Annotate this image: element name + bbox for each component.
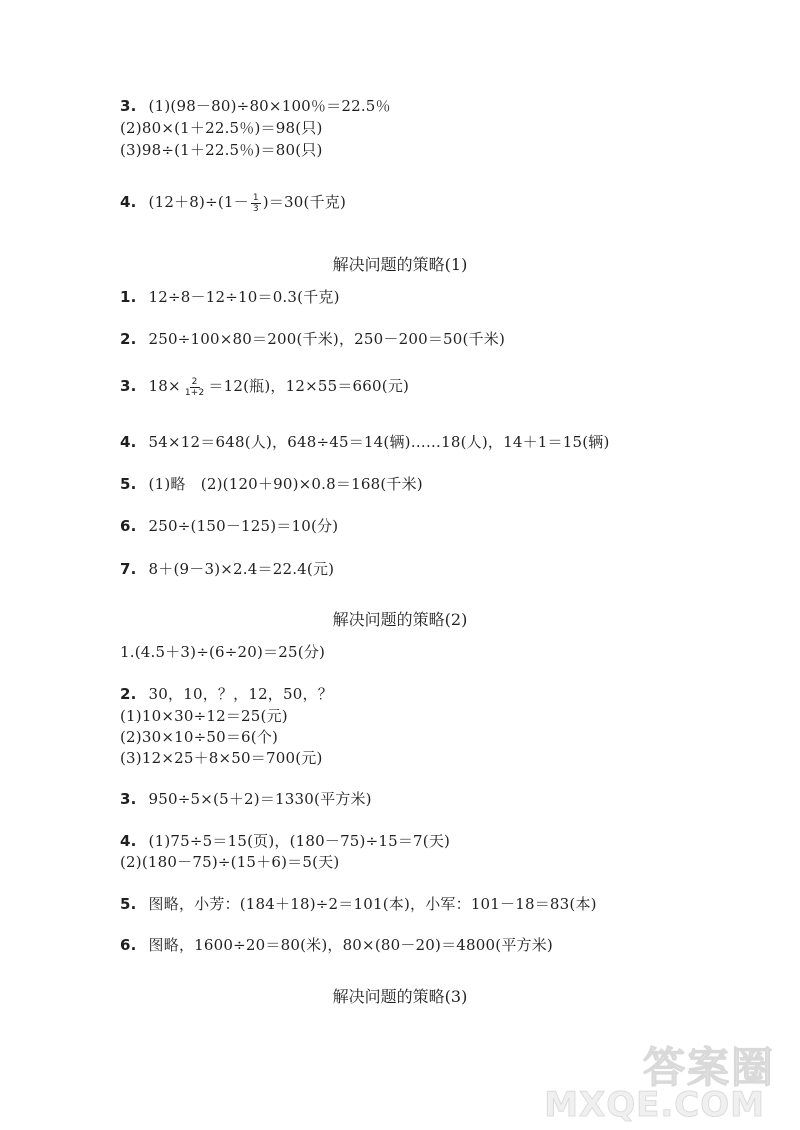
answer-text: 图略，1600÷20＝80(米)，80×(80－20)＝4800(平方米) <box>148 936 553 954</box>
s2-answer-1 <box>120 642 325 662</box>
answer-text: 250÷(150－125)＝10(分) <box>148 517 339 535</box>
answer-text: (3)98÷(1＋22.5％)＝80(只) <box>120 141 323 159</box>
answer-3-part1 <box>120 96 391 116</box>
answer-4 <box>120 192 346 214</box>
answer-text: 8＋(9－3)×2.4＝22.4(元) <box>148 560 335 578</box>
answer-text: (2)30×10÷50＝6(个) <box>120 728 279 746</box>
answer-text: (1)10×30÷12＝25(元) <box>120 707 288 725</box>
item-number: 2. <box>120 330 137 348</box>
item-number: 3. <box>120 97 137 115</box>
section-title-strategy-2: 解决问题的策略(2) <box>332 610 468 629</box>
item-number: 4. <box>120 832 137 850</box>
answer-text-after: )＝30(千克) <box>262 193 347 211</box>
fraction <box>251 193 261 214</box>
item-number: 6. <box>120 936 137 954</box>
item-number: 7. <box>120 560 137 578</box>
answer-text: 54×12＝648(人)，648÷45＝14(辆)……18(人)，14＋1＝15(辆) <box>148 433 610 451</box>
s2-answer-4-part2 <box>120 852 339 872</box>
item-number: 1. <box>120 643 135 661</box>
s2-answer-2-part2 <box>120 727 278 747</box>
answer-text: (2)(180－75)÷(15＋6)＝5(天) <box>120 853 340 871</box>
answer-text-before: (12＋8)÷(1－ <box>148 193 249 211</box>
section-title-strategy-3: 解决问题的策略(3) <box>332 987 468 1006</box>
answer-text: (2)80×(1＋22.5％)＝98(只) <box>120 119 323 137</box>
answer-text: 图略，小芳：(184＋18)÷2＝101(本)，小军：101－18＝83(本) <box>148 895 597 913</box>
answer-text-before: 18× <box>148 377 181 395</box>
watermark-logo-text: 答案圈 <box>642 1043 775 1092</box>
answer-text: 30，10，？，12，50，？ <box>148 685 333 703</box>
section-title-strategy-1: 解决问题的策略(1) <box>332 255 468 274</box>
fraction-denominator: 1+2 <box>184 387 205 398</box>
item-number: 4. <box>120 193 137 211</box>
answer-text: (4.5＋3)÷(6÷20)＝25(分) <box>134 643 326 661</box>
s2-answer-6 <box>120 935 553 955</box>
s1-answer-1 <box>120 287 340 307</box>
item-number: 6. <box>120 517 137 535</box>
item-number: 1. <box>120 288 137 306</box>
s2-answer-2 <box>120 684 333 704</box>
fraction <box>183 377 207 398</box>
answer-3-part3 <box>120 140 323 160</box>
s2-answer-2-part1 <box>120 706 288 726</box>
s1-answer-2 <box>120 329 505 349</box>
item-number: 3. <box>120 377 137 395</box>
item-number: 5. <box>120 895 137 913</box>
s1-answer-7 <box>120 559 334 579</box>
item-number: 3. <box>120 790 137 808</box>
item-number: 2. <box>120 685 137 703</box>
s1-answer-5 <box>120 474 423 494</box>
watermark-url-text: MXQE.COM <box>544 1085 765 1125</box>
answer-text-after: ＝12(瓶)，12×55＝660(元) <box>208 377 410 395</box>
item-number: 4. <box>120 433 137 451</box>
item-number: 5. <box>120 475 137 493</box>
answer-text: (3)12×25＋8×50＝700(元) <box>120 749 323 767</box>
s2-answer-3 <box>120 789 372 809</box>
answer-text: 950÷5×(5＋2)＝1330(平方米) <box>148 790 372 808</box>
s1-answer-6 <box>120 516 338 536</box>
s1-answer-4 <box>120 432 610 452</box>
s2-answer-2-part3 <box>120 748 323 768</box>
answer-text: 12÷8－12÷10＝0.3(千克) <box>148 288 340 306</box>
s1-answer-3 <box>120 376 409 398</box>
answer-text: (1)(98－80)÷80×100％＝22.5％ <box>148 97 391 115</box>
fraction-numerator: 1 <box>252 192 259 203</box>
s2-answer-4 <box>120 831 450 851</box>
s2-answer-5 <box>120 894 597 914</box>
answer-text: (1)75÷5＝15(页)，(180－75)÷15＝7(天) <box>148 832 451 850</box>
fraction-numerator: 2 <box>191 376 198 387</box>
watermark <box>425 1035 785 1125</box>
answer-text: 250÷100×80＝200(千米)，250－200＝50(千米) <box>148 330 506 348</box>
answer-3-part2 <box>120 118 323 138</box>
fraction-denominator: 3 <box>252 203 259 214</box>
answer-text: (1)略 (2)(120＋90)×0.8＝168(千米) <box>148 475 423 493</box>
